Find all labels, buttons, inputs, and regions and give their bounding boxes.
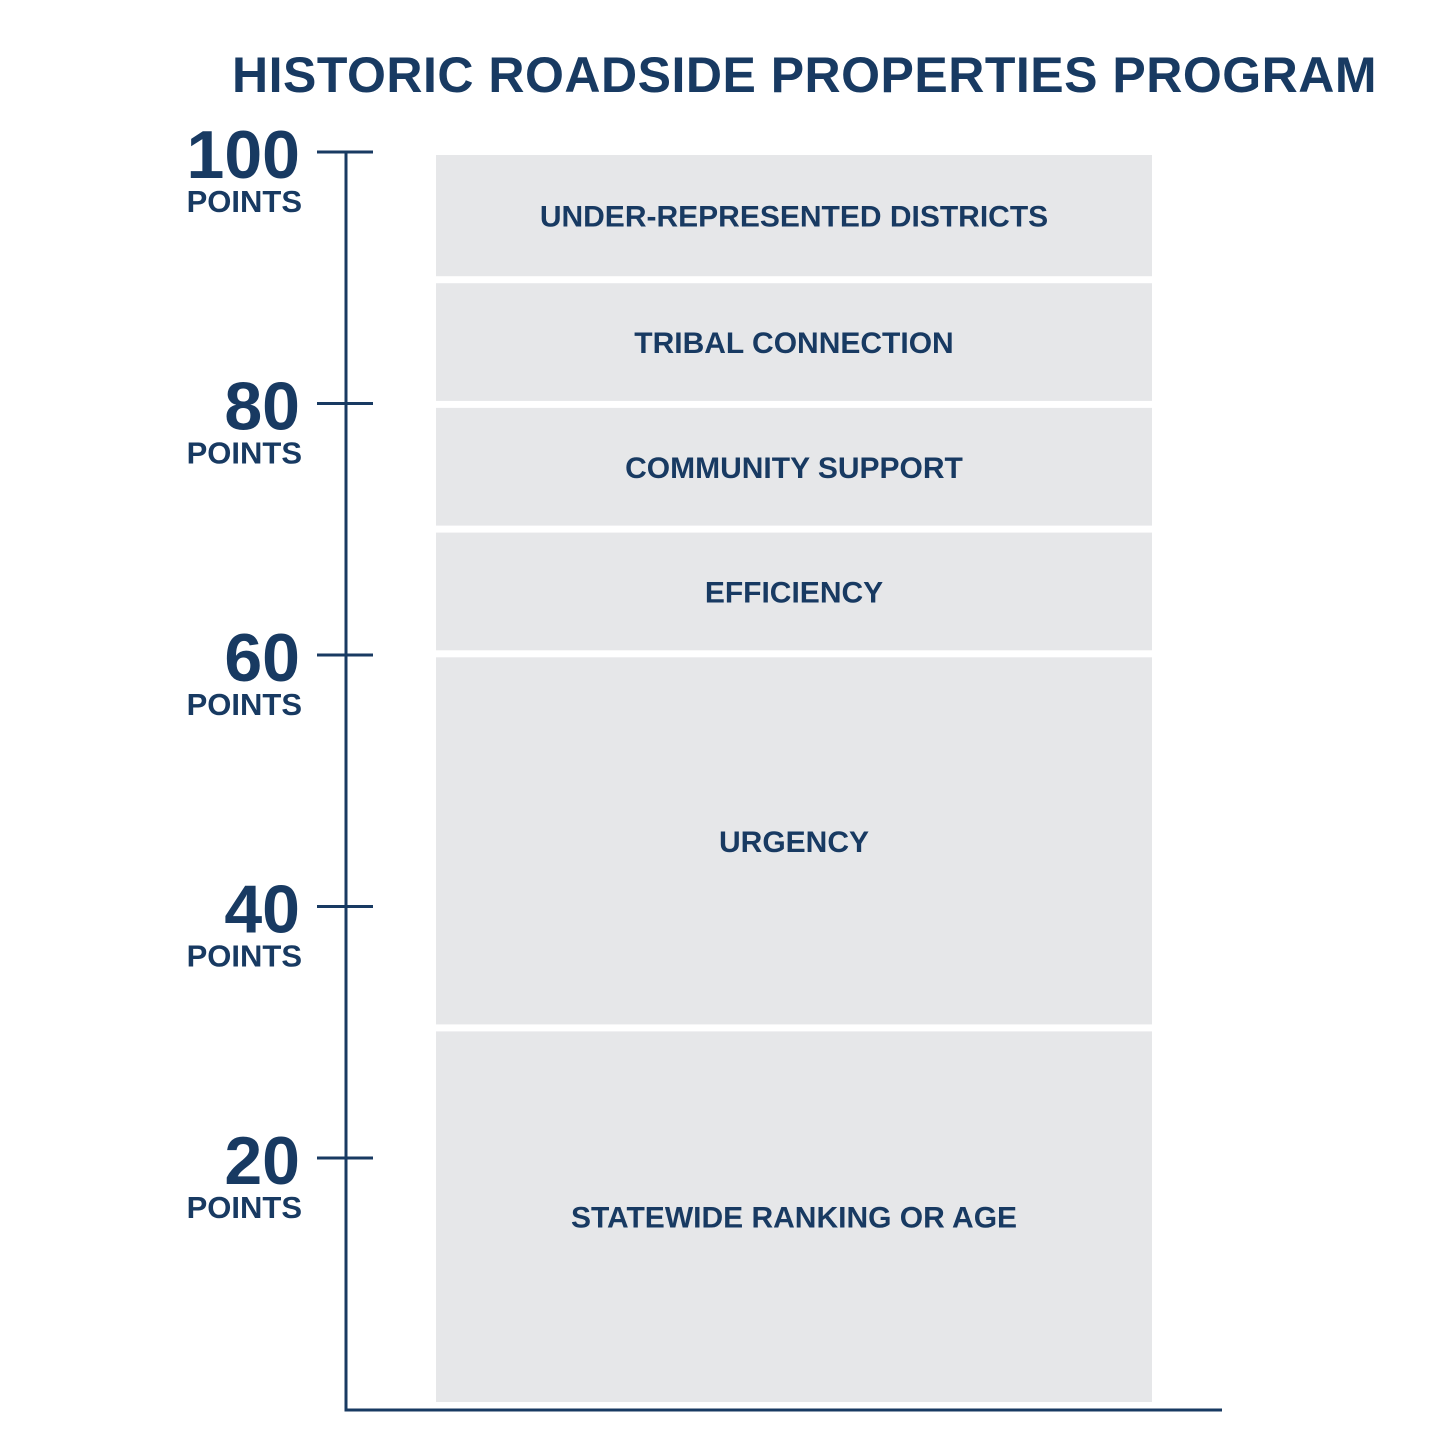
tick-unit-label: POINTS bbox=[186, 1190, 302, 1225]
tick-value-label: 100 bbox=[186, 117, 300, 193]
tick-unit-label: POINTS bbox=[186, 687, 302, 722]
segment-urgency bbox=[436, 657, 1152, 1024]
segment-label: COMMUNITY SUPPORT bbox=[625, 451, 963, 485]
tick-value-label: 20 bbox=[224, 1123, 300, 1199]
tick-unit-label: POINTS bbox=[186, 938, 302, 974]
chart-title: HISTORIC ROADSIDE PROPERTIES PROGRAM bbox=[232, 47, 1377, 103]
tick-unit-label: POINTS bbox=[186, 435, 302, 471]
segment-tribal-connection bbox=[436, 283, 1152, 401]
tick-value-label: 80 bbox=[224, 368, 300, 445]
segment-label: STATEWIDE RANKING OR AGE bbox=[570, 1201, 1018, 1235]
tick-value-label: 40 bbox=[224, 871, 300, 948]
segment-under-represented-districts bbox=[436, 155, 1152, 276]
segment-efficiency bbox=[436, 533, 1152, 651]
segment-label: TRIBAL CONNECTION bbox=[634, 327, 954, 361]
segment-statewide-ranking-or-age bbox=[436, 1031, 1152, 1402]
segment-label: URGENCY bbox=[718, 825, 870, 859]
segment-label: EFFICIENCY bbox=[704, 576, 884, 610]
tick-unit-label: POINTS bbox=[186, 184, 302, 219]
segment-community-support bbox=[436, 408, 1152, 526]
stacked-segments bbox=[436, 155, 1152, 1402]
segment-label: UNDER-REPRESENTED DISTRICTS bbox=[539, 200, 1049, 234]
tick-value-label: 60 bbox=[224, 620, 300, 696]
